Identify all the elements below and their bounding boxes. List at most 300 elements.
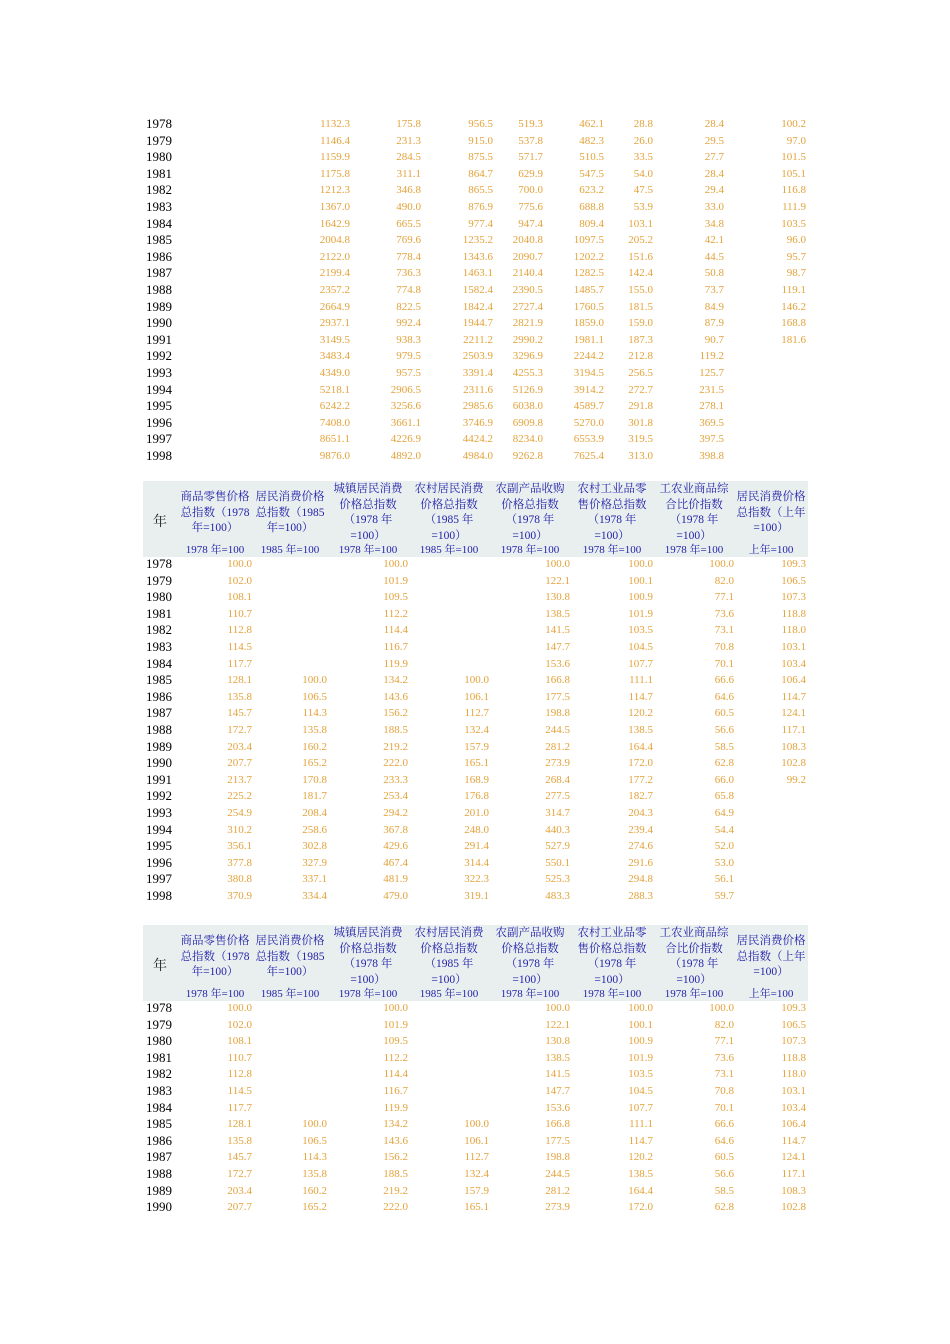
table-cell: 125.7 — [699, 367, 724, 379]
table-cell: 107.3 — [781, 1035, 806, 1048]
table-cell: 82.0 — [714, 1018, 734, 1031]
header-table3-col-6-line: 合比价指数 — [665, 942, 723, 955]
table-cell: 138.5 — [545, 607, 570, 620]
table-cell: 8234.0 — [512, 433, 543, 446]
table-cell: 114.5 — [227, 641, 252, 653]
table-cell: 112.7 — [464, 1151, 489, 1164]
table-cell: 58.5 — [714, 1184, 734, 1197]
table-cell: 96.0 — [786, 234, 806, 247]
table-row-year: 1995 — [146, 398, 172, 414]
header-table3-col-6-base: 1978 年=100 — [664, 988, 724, 1000]
table-cell: 9876.0 — [319, 450, 350, 462]
table-cell: 181.6 — [781, 333, 806, 346]
table-cell: 2090.7 — [512, 250, 543, 263]
table-cell: 120.2 — [628, 1151, 653, 1164]
table-cell: 100.1 — [628, 574, 653, 587]
table-cell: 537.8 — [518, 134, 543, 147]
table-cell: 100.0 — [709, 1002, 734, 1014]
header-table2-col-6-line: 工农业商品综 — [659, 483, 729, 495]
header-table2-col-3-line: =100） — [431, 529, 467, 542]
table-cell: 774.8 — [396, 284, 421, 296]
table-cell: 62.8 — [714, 757, 734, 770]
table-cell: 244.5 — [545, 1168, 570, 1180]
table-cell: 102.8 — [781, 1201, 806, 1214]
table-cell: 4984.0 — [462, 450, 493, 462]
table-cell: 213.7 — [227, 773, 252, 786]
table-cell: 100.0 — [464, 674, 489, 687]
table-cell: 272.7 — [628, 383, 653, 396]
table-cell: 160.2 — [302, 740, 327, 753]
table-row-year: 1992 — [146, 348, 172, 364]
table-cell: 2821.9 — [512, 317, 543, 330]
table-cell: 165.2 — [302, 1201, 327, 1214]
table-row-year: 1978 — [146, 116, 172, 131]
table-cell: 100.0 — [227, 558, 252, 570]
table-cell: 175.8 — [396, 118, 421, 130]
table-cell: 8651.1 — [319, 433, 350, 446]
table-cell: 98.7 — [786, 267, 806, 280]
table-cell: 101.9 — [383, 1018, 408, 1031]
table-cell: 284.5 — [396, 151, 421, 164]
table-cell: 145.7 — [227, 707, 252, 720]
table-cell: 2390.5 — [512, 284, 543, 296]
table-row-year: 1980 — [146, 149, 172, 165]
table-cell: 147.7 — [545, 641, 570, 653]
table-cell: 277.5 — [545, 790, 570, 803]
table-cell: 97.0 — [786, 134, 806, 147]
table-cell: 107.3 — [781, 591, 806, 604]
table-cell: 550.1 — [545, 856, 570, 869]
table-row-year: 1982 — [146, 182, 172, 198]
table-cell: 165.2 — [302, 757, 327, 770]
table-cell: 490.0 — [396, 201, 421, 213]
table-row-year: 1983 — [146, 199, 172, 214]
table-cell: 60.5 — [714, 707, 734, 720]
table-cell: 146.2 — [781, 300, 806, 313]
table-cell: 510.5 — [579, 151, 604, 164]
table-cell: 157.9 — [464, 1184, 489, 1197]
table-cell: 2040.8 — [512, 234, 543, 247]
table-cell: 327.9 — [302, 856, 327, 869]
table-cell: 135.8 — [227, 1134, 252, 1147]
table-row-year: 1993 — [146, 365, 172, 380]
table-cell: 103.4 — [781, 1101, 806, 1114]
table-cell: 207.7 — [227, 1201, 252, 1214]
table-cell: 132.4 — [464, 724, 489, 736]
table-cell: 4589.7 — [573, 400, 604, 413]
table-cell: 100.9 — [628, 591, 653, 604]
table-cell: 112.8 — [227, 1068, 252, 1081]
table-cell: 28.4 — [704, 118, 724, 130]
table-cell: 73.6 — [714, 1051, 734, 1064]
table-cell: 177.5 — [545, 690, 570, 703]
table-cell: 181.7 — [302, 790, 327, 803]
table-cell: 356.1 — [227, 840, 252, 853]
table-cell: 1842.4 — [462, 300, 493, 313]
table-cell: 310.2 — [227, 823, 252, 836]
table-cell: 100.0 — [383, 558, 408, 570]
table-cell: 153.6 — [545, 1101, 570, 1114]
header-table2-col-7-line: 居民消费价格 — [736, 491, 806, 503]
table-cell: 204.3 — [628, 807, 653, 819]
table-cell: 114.5 — [227, 1085, 252, 1097]
table-cell: 100.0 — [302, 1118, 327, 1131]
table-cell: 2727.4 — [512, 300, 543, 313]
table-cell: 119.2 — [699, 350, 724, 363]
table-cell: 2985.6 — [462, 400, 493, 413]
table-cell: 102.0 — [227, 1018, 252, 1031]
table-cell: 106.5 — [302, 1134, 327, 1147]
table-cell: 120.2 — [628, 707, 653, 720]
header-table3-col-4-base: 1978 年=100 — [500, 988, 560, 1000]
table-cell: 114.3 — [302, 1151, 327, 1164]
header-table3-col-2-line: （1978 年 — [343, 958, 393, 970]
table-cell: 1282.5 — [573, 267, 604, 280]
table-row-year: 1983 — [146, 1083, 172, 1098]
table-cell: 1485.7 — [573, 284, 604, 296]
table-cell: 101.9 — [383, 574, 408, 587]
table-cell: 119.9 — [383, 657, 408, 670]
table-cell: 119.9 — [383, 1101, 408, 1114]
table-cell: 119.1 — [781, 284, 806, 296]
header-table2-col-1-base: 1985 年=100 — [260, 544, 320, 556]
table-cell: 1146.4 — [320, 134, 350, 147]
table-cell: 168.8 — [781, 317, 806, 330]
table-cell: 73.7 — [704, 284, 724, 296]
table-cell: 90.7 — [704, 333, 724, 346]
table-cell: 337.1 — [302, 873, 327, 886]
table-cell: 143.6 — [383, 1134, 408, 1147]
header-table3-col-7-line: =100） — [753, 966, 789, 978]
table-cell: 107.7 — [628, 657, 653, 670]
table-cell: 124.1 — [781, 1151, 806, 1164]
table-cell: 33.5 — [633, 151, 653, 164]
table-cell: 188.5 — [383, 724, 408, 736]
table-cell: 64.6 — [714, 690, 734, 703]
table-cell: 156.2 — [383, 1151, 408, 1164]
table-cell: 377.8 — [227, 856, 252, 869]
table-cell: 1343.6 — [462, 250, 493, 263]
header-table3-col-2-line: =100） — [350, 973, 386, 986]
table-cell: 142.4 — [628, 267, 653, 280]
table-cell: 2140.4 — [512, 267, 543, 280]
header-table2-col-7-base: 上年=100 — [748, 544, 794, 556]
header-table3-col-3-line: （1985 年 — [424, 958, 474, 970]
table-cell: 571.7 — [518, 151, 543, 164]
table-cell: 268.4 — [545, 773, 570, 786]
table-cell: 101.9 — [628, 1051, 653, 1064]
table-cell: 1463.1 — [462, 267, 493, 280]
table-cell: 6242.2 — [319, 400, 350, 413]
table-row-year: 1981 — [146, 605, 172, 621]
table-cell: 66.6 — [714, 674, 734, 687]
table-cell: 481.9 — [383, 873, 408, 886]
table-cell: 103.5 — [781, 217, 806, 230]
table-cell: 977.4 — [468, 217, 493, 230]
table-row-year: 1982 — [146, 622, 172, 638]
table-row-year: 1989 — [146, 1182, 172, 1198]
table-cell: 203.4 — [227, 1184, 252, 1197]
table-cell: 164.4 — [628, 740, 653, 753]
table-cell: 103.1 — [628, 217, 653, 230]
table-cell: 111.1 — [629, 1118, 653, 1131]
header-table3-col-5-line: 售价格总指数 — [577, 942, 647, 955]
table-cell: 222.0 — [383, 1201, 408, 1214]
table-cell: 629.9 — [518, 167, 543, 180]
table-cell: 1367.0 — [319, 201, 350, 213]
table-cell: 166.8 — [545, 1118, 570, 1131]
table-cell: 106.5 — [302, 690, 327, 703]
table-cell: 42.1 — [704, 234, 724, 247]
header-table3-col-4-line: 价格总指数 — [501, 942, 559, 955]
table-cell: 112.2 — [383, 607, 408, 620]
table-row-year: 1984 — [146, 655, 172, 671]
table-cell: 3914.2 — [573, 383, 604, 396]
table-cell: 397.5 — [699, 433, 724, 446]
table-cell: 198.8 — [545, 707, 570, 720]
header-table2-col-4-base: 1978 年=100 — [500, 544, 560, 556]
table-cell: 212.8 — [628, 350, 653, 363]
table-cell: 177.5 — [545, 1134, 570, 1147]
table-cell: 70.1 — [714, 657, 734, 670]
table-cell: 84.9 — [704, 300, 724, 313]
table-cell: 301.8 — [628, 416, 653, 429]
table-cell: 33.0 — [704, 201, 724, 213]
table-cell: 103.1 — [781, 641, 806, 653]
table-cell: 3149.5 — [319, 333, 350, 346]
table-cell: 114.4 — [383, 1068, 408, 1081]
table-cell: 109.5 — [383, 1035, 408, 1048]
table-cell: 56.1 — [714, 873, 734, 886]
header-table3-col-5-line: =100） — [594, 973, 630, 986]
table-cell: 187.3 — [628, 333, 653, 346]
table-cell: 111.9 — [782, 201, 806, 213]
table-cell: 7408.0 — [319, 416, 350, 429]
table-cell: 66.6 — [714, 1118, 734, 1131]
table-row-year: 1978 — [146, 1000, 172, 1015]
table-cell: 253.4 — [383, 790, 408, 803]
header-table2-col-2-line: 价格总指数 — [339, 498, 397, 511]
table-cell: 294.2 — [383, 807, 408, 819]
table-row-year: 1983 — [146, 639, 172, 654]
header-table3-col-3-line: 价格总指数 — [420, 942, 478, 955]
table-cell: 106.1 — [464, 1134, 489, 1147]
header-table2-col-6-base: 1978 年=100 — [664, 544, 724, 556]
table-cell: 1642.9 — [319, 217, 350, 230]
table-cell: 2990.2 — [512, 333, 543, 346]
table-cell: 5218.1 — [319, 383, 350, 396]
table-cell: 5270.0 — [573, 416, 604, 429]
header-table3-col-0-line: 商品零售价格 — [180, 935, 250, 947]
table-cell: 28.8 — [633, 118, 653, 130]
table-cell: 100.1 — [628, 1018, 653, 1031]
header-table3-col-0-line: 年=100） — [191, 966, 239, 978]
header-table2-col-5-line: 售价格总指数 — [577, 498, 647, 511]
table-cell: 291.6 — [628, 856, 653, 869]
table-row-year: 1992 — [146, 788, 172, 804]
table-cell: 278.1 — [699, 400, 724, 413]
table-cell: 380.8 — [227, 873, 252, 886]
table-cell: 208.4 — [302, 807, 327, 819]
table-cell: 108.3 — [781, 1184, 806, 1197]
table-cell: 172.0 — [628, 1201, 653, 1214]
header-table3-col-5-base: 1978 年=100 — [582, 988, 642, 1000]
table-cell: 172.0 — [628, 757, 653, 770]
header-table2-col-4-line: 农副产品收购 — [495, 483, 565, 495]
table-cell: 1859.0 — [573, 317, 604, 330]
table-cell: 172.7 — [227, 1168, 252, 1180]
table-cell: 2004.8 — [319, 234, 350, 247]
table-cell: 181.5 — [628, 300, 653, 313]
header-table2-col-4-line: （1978 年 — [505, 514, 555, 526]
header-table3-col-6-line: 工农业商品综 — [659, 927, 729, 939]
table-cell: 157.9 — [464, 740, 489, 753]
table-cell: 483.3 — [545, 890, 570, 902]
header-table2-col-7-line: 总指数（上年 — [736, 506, 806, 519]
table-cell: 54.0 — [633, 167, 653, 180]
table-row-year: 1998 — [146, 448, 172, 463]
table-cell: 2199.4 — [319, 267, 350, 280]
table-cell: 334.4 — [302, 890, 327, 902]
table-cell: 151.6 — [628, 250, 653, 263]
table-cell: 141.5 — [545, 624, 570, 637]
table-row-year: 1986 — [146, 1132, 172, 1148]
table-cell: 56.6 — [714, 724, 734, 736]
table-row-year: 1978 — [146, 556, 172, 571]
table-cell: 102.0 — [227, 574, 252, 587]
table-cell: 82.0 — [714, 574, 734, 587]
table-cell: 231.3 — [396, 134, 421, 147]
table-cell: 1760.5 — [573, 300, 604, 313]
table-row-year: 1985 — [146, 232, 172, 248]
table-cell: 112.8 — [227, 624, 252, 637]
header-table3-col-1-line: 居民消费价格 — [255, 935, 325, 947]
table-cell: 665.5 — [396, 217, 421, 230]
table-row-year: 1996 — [146, 414, 172, 430]
table-cell: 34.8 — [704, 217, 724, 230]
table-cell: 73.6 — [714, 607, 734, 620]
table-cell: 6038.0 — [512, 400, 543, 413]
table-cell: 118.0 — [781, 1068, 806, 1081]
header-table2-col-3-line: 价格总指数 — [420, 498, 478, 511]
table-row-year: 1998 — [146, 888, 172, 903]
table-cell: 110.7 — [227, 1051, 252, 1064]
table-cell: 201.0 — [464, 807, 489, 819]
table-cell: 114.7 — [781, 690, 806, 703]
table-cell: 166.8 — [545, 674, 570, 687]
table-cell: 62.8 — [714, 1201, 734, 1214]
table-row-year: 1990 — [146, 1199, 172, 1215]
table-cell: 147.7 — [545, 1085, 570, 1097]
header-table2-col-1-line: 居民消费价格 — [255, 491, 325, 503]
table-cell: 291.4 — [464, 840, 489, 853]
table-cell: 64.6 — [714, 1134, 734, 1147]
table-cell: 2122.0 — [319, 250, 350, 263]
table-cell: 110.7 — [227, 607, 252, 620]
table-cell: 947.4 — [518, 217, 543, 230]
table-cell: 109.3 — [781, 1002, 806, 1014]
header-table2-col-7-line: =100） — [753, 522, 789, 534]
header-table2-col-4-line: 价格总指数 — [501, 498, 559, 511]
table-cell: 114.7 — [781, 1134, 806, 1147]
table-cell: 4424.2 — [462, 433, 493, 446]
table-cell: 160.2 — [302, 1184, 327, 1197]
table-cell: 135.8 — [302, 1168, 327, 1180]
table-row-year: 1996 — [146, 854, 172, 870]
table-cell: 50.8 — [704, 267, 724, 280]
table-cell: 979.5 — [396, 350, 421, 363]
table-row-year: 1980 — [146, 589, 172, 605]
table-cell: 769.6 — [396, 234, 421, 247]
table-cell: 865.5 — [468, 184, 493, 197]
header-table2-col-0-line: 年=100） — [191, 522, 239, 534]
table-cell: 938.3 — [396, 333, 421, 346]
table-cell: 164.4 — [628, 1184, 653, 1197]
header-table2-col-3-line: （1985 年 — [424, 514, 474, 526]
table-cell: 256.5 — [628, 367, 653, 379]
table-cell: 2357.2 — [319, 284, 350, 296]
header-table3-col-4-line: （1978 年 — [505, 958, 555, 970]
table-cell: 159.0 — [628, 317, 653, 330]
table-row-year: 1979 — [146, 132, 172, 148]
table-cell: 118.0 — [781, 624, 806, 637]
table-cell: 5126.9 — [512, 383, 543, 396]
table-cell: 100.0 — [545, 1002, 570, 1014]
table-row-year: 1988 — [146, 722, 172, 737]
table-cell: 3483.4 — [319, 350, 350, 363]
table-cell: 258.6 — [302, 823, 327, 836]
table-cell: 1175.8 — [320, 167, 350, 180]
table-cell: 112.7 — [464, 707, 489, 720]
table-cell: 294.8 — [628, 873, 653, 886]
header-table3-col-6-line: =100） — [676, 973, 712, 986]
table-cell: 27.7 — [704, 151, 724, 164]
header-table3-col-7-line: 居民消费价格 — [736, 935, 806, 947]
table-cell: 302.8 — [302, 840, 327, 853]
table-row-year: 1988 — [146, 282, 172, 297]
table-row-year: 1995 — [146, 838, 172, 854]
table-cell: 112.2 — [383, 1051, 408, 1064]
table-cell: 3661.1 — [390, 416, 421, 429]
table-row-year: 1982 — [146, 1066, 172, 1082]
table-cell: 207.7 — [227, 757, 252, 770]
table-cell: 177.2 — [628, 773, 653, 786]
table-cell: 111.1 — [629, 674, 653, 687]
table-row-year: 1990 — [146, 755, 172, 771]
table-cell: 809.4 — [579, 217, 604, 230]
table-cell: 58.5 — [714, 740, 734, 753]
header-table2-col-1-line: 年=100） — [266, 522, 314, 534]
table-cell: 9262.8 — [512, 450, 543, 462]
table-cell: 1212.3 — [319, 184, 350, 197]
table-cell: 70.8 — [714, 641, 734, 653]
table-cell: 102.8 — [781, 757, 806, 770]
table-cell: 6553.9 — [573, 433, 604, 446]
table-cell: 117.7 — [227, 1101, 252, 1114]
header-table3-col-4-line: 农副产品收购 — [495, 927, 565, 939]
table-row-year: 1981 — [146, 1049, 172, 1065]
table-cell: 122.1 — [545, 1018, 570, 1031]
header-table2-col-1-line: 总指数（1985 — [255, 506, 325, 519]
table-cell: 116.7 — [383, 641, 408, 653]
table-cell: 4226.9 — [390, 433, 421, 446]
header-table3-col-5-line: 农村工业品零 — [577, 927, 647, 939]
table-cell: 73.1 — [714, 624, 734, 637]
table-cell: 106.1 — [464, 690, 489, 703]
table-cell: 60.5 — [714, 1151, 734, 1164]
header-table2-col-0-line: 商品零售价格 — [180, 491, 250, 503]
table-cell: 775.6 — [518, 201, 543, 213]
